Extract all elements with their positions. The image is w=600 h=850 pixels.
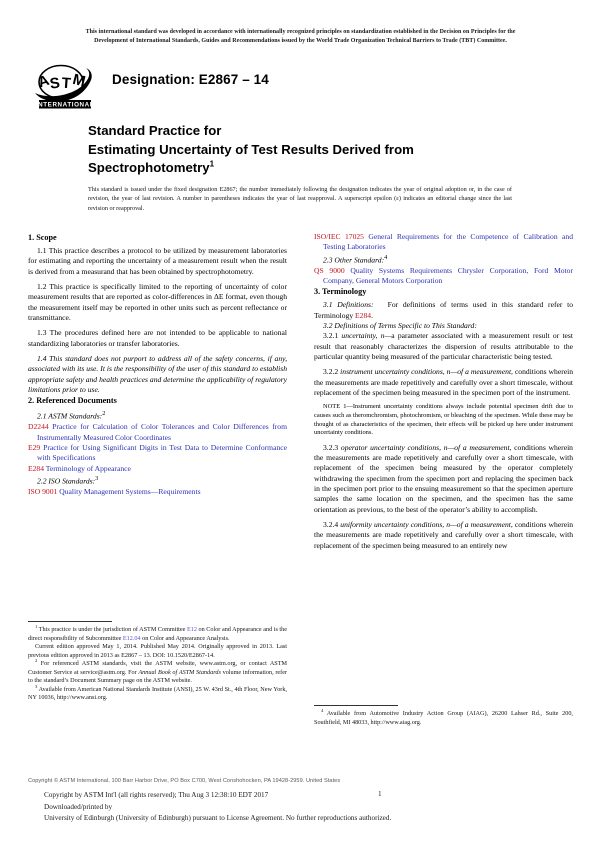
svg-text:T: T <box>61 74 72 93</box>
footnote-1-part3: on Color and Appearance Analysis. <box>142 634 230 642</box>
page-title <box>88 122 548 178</box>
paragraph-3-2-2 <box>314 367 573 398</box>
footnote-4 <box>314 707 573 727</box>
paragraph-3-2-1 <box>314 331 573 362</box>
footnote-rule-left <box>28 621 112 622</box>
paragraph-3-1-text: For definitions of terms used in this standard refer to Terminology <box>314 300 573 320</box>
paragraph-3-2-4 <box>314 520 573 551</box>
subheading-2-1 <box>28 409 287 422</box>
footnote-2-part1: For referenced ASTM standards, visit the ASTM website, www.astm.org, or contact ASTM Customer Service at service@astm.org. For <box>28 660 288 676</box>
svg-text:INTERNATIONAL: INTERNATIONAL <box>35 101 95 109</box>
term-name: operator uncertainty conditions, <box>340 442 441 452</box>
footnote-1 <box>28 623 287 643</box>
paragraph-3-2-4-number: 3.2.4 <box>323 520 339 530</box>
term-definition: conditions wherein the measurements are made repetitively and carefully over a short timescale, with replacement of the specimen being measured by the operator completely withdrawing the specimen from the specimen port and replacing the specimen back in the specimen port prior to the ensuing measurement so that the specimen aperture samples the same location on the specimen, and the specimen has the same orientation as previous, to the best of the operator’s ability to accomplish. <box>314 442 573 514</box>
term-definition: conditions wherein the measurements are made repetitively and carefully over a short timescale, without replacement of the specimen being measured in the specimen port of the instrument. <box>314 367 573 397</box>
subheading-2-3-marker: 4 <box>384 253 388 261</box>
term-pos: n—of a measurement, <box>443 442 512 452</box>
footnote-4-text: Available from Automotive Industry Action Group (AIAG), 26200 Lahser Rd., Suite 200, Southfield, MI 48033, http://www.aiag.org. <box>314 710 573 726</box>
term-definition: conditions wherein the measurements are made repetitively and carefully over a short timescale, with replacement of the specimen being measured to an entirely new <box>314 520 573 550</box>
footnote-3 <box>28 683 287 703</box>
note-1-label: NOTE 1— <box>323 403 353 411</box>
footnotes-left <box>28 623 288 703</box>
stamp-line-3: University of Edinburgh (University of Edinburgh) pursuant to License Agreement. No further reproductions authorized. <box>44 814 392 823</box>
stamp-line-2: Downloaded/printed by <box>44 802 113 811</box>
reference-title[interactable]: General Requirements for the Competence of Calibration and Testing Laboratories <box>323 232 574 252</box>
reference-d2244[interactable] <box>28 422 287 443</box>
reference-id[interactable]: E29 <box>28 443 41 453</box>
title-footnote-marker: 1 <box>209 159 215 169</box>
subheading-2-1-marker: 2 <box>102 410 106 418</box>
masthead <box>28 60 573 116</box>
term-pos: n—of a measurement, <box>446 520 513 530</box>
footnote-2-italic: Annual Book of ASTM Standards <box>138 668 221 676</box>
column-right <box>314 232 573 551</box>
term-name: uniformity uncertainty conditions, <box>340 520 445 530</box>
footnote-1-part2: on Color and Appearance and is the direct responsibility of Subcommittee <box>28 626 287 642</box>
reference-link-e284[interactable]: E284 <box>355 310 372 320</box>
footnote-rule-right <box>314 705 398 706</box>
wto-notice-line1: This international standard was developed in accordance with internationally recognized principles on standardization established in the Decision on Principles for the <box>85 29 516 35</box>
heading-terminology: 3. Terminology <box>314 287 367 297</box>
subheading-2-2-marker: 3 <box>95 475 99 483</box>
copyright-line: Copyright © ASTM International, 100 Barr Harbor Drive, PO Box C700, West Conshohocken, PA 19428-2959. United States <box>28 778 341 784</box>
subheading-2-1-label: 2.1 ASTM Standards: <box>37 412 103 421</box>
note-1 <box>314 403 573 437</box>
footnote-3-text: Available from American National Standards Institute (ANSI), 25 W. 43rd St., 4th Floor, New York, NY 10036, http://www.ansi.org. <box>28 685 287 702</box>
footnote-2-marker: 2 <box>35 658 38 664</box>
subcommittee-link-e1204[interactable]: E12.04 <box>122 634 141 642</box>
paragraph-3-1-label: 3.1 Definitions: <box>323 300 374 310</box>
issued-under-note: This standard is issued under the fixed designation E2867; the number immediately following the designation indicates the year of original adoption or, in the case of revision, the year of last revision. A number in parentheses indicates the year of last reapproval. A superscript epsilon (ε) indicates an editorial change since the last revision or reapproval. <box>88 186 512 212</box>
subheading-2-3-label: 2.3 Other Standard: <box>323 255 385 265</box>
subheading-2-3 <box>314 253 573 266</box>
wto-notice <box>28 28 573 46</box>
footnote-1-current-edition: Current edition approved May 1, 2014. Published May 2014. Originally approved in 2013. Last previous edition approved in 2013 as E2867 – 13. DOI: 10.1520/E2867-14. <box>28 643 287 659</box>
heading-referenced-documents: 2. Referenced Documents <box>28 396 117 406</box>
column-left <box>28 232 287 497</box>
footnote-2 <box>28 660 287 686</box>
designation: Designation: E2867 – 14 <box>112 72 269 87</box>
subheading-3-2: 3.2 Definitions of Terms Specific to This Standard: <box>323 320 477 330</box>
footnote-2-part2: volume information, refer to the standard’s Document Summary page on the ASTM website. <box>28 668 288 685</box>
reference-id[interactable]: ISO/IEC 17025 <box>314 232 364 241</box>
reference-id[interactable]: ISO 9001 <box>28 486 58 496</box>
reference-id[interactable]: D2244 <box>28 422 49 432</box>
reference-iso-9001[interactable] <box>28 487 287 497</box>
subheading-2-2-label: 2.2 ISO Standards: <box>37 476 96 486</box>
term-pos: n—of a measurement, <box>446 367 513 377</box>
term-name: instrument uncertainty conditions, <box>340 367 445 377</box>
footnotes-right <box>314 707 573 727</box>
title-line-3: Spectrophotometry <box>88 160 210 176</box>
footnote-4-marker: 4 <box>321 707 324 713</box>
paragraph-1-4: 1.4 This standard does not purport to address all of the safety concerns, if any, associated with its use. It is the responsibility of the user of this standard to establish appropriate safety and health practices and determine the applicability of regulatory limitations prior to use. <box>28 354 287 395</box>
footnote-1-marker: 1 <box>35 623 38 629</box>
reference-title[interactable]: Quality Management Systems—Requirements <box>59 486 201 496</box>
reference-qs-9000[interactable] <box>314 266 573 287</box>
term-definition: a parameter associated with a measurement result or test result that reasonably characterizes the dispersion of results attributable to the particular quantity being measured of the particular characteristic being tested. <box>314 331 573 361</box>
reference-iso-iec-17025[interactable] <box>314 232 573 253</box>
page-number: 1 <box>378 790 382 798</box>
svg-text:A: A <box>35 71 52 92</box>
title-line-1: Standard Practice for <box>88 123 222 138</box>
reference-title[interactable]: Terminology of Appearance <box>45 463 131 473</box>
term-pos: n— <box>380 331 392 341</box>
footnote-1-part1: This practice is under the jurisdiction of ASTM Committee <box>38 626 186 633</box>
paragraph-3-2-2-number: 3.2.2 <box>323 367 339 377</box>
paragraph-1-1: 1.1 This practice describes a protocol to be utilized by measurement laboratories for estimating and reporting the uncertainty of a measurement result when the result is derived from a measurand that has been obtained by spectrophotometry. <box>28 246 287 276</box>
title-line-2: Estimating Uncertainty of Test Results Derived from <box>88 141 414 157</box>
stamp-line-1: Copyright by ASTM Int'l (all rights reserved); Thu Aug 3 12:38:10 EDT 2017 <box>44 791 269 799</box>
svg-text:M: M <box>70 70 88 91</box>
paragraph-3-2-1-number: 3.2.1 <box>323 331 339 341</box>
astm-logo <box>28 60 100 112</box>
svg-text:S: S <box>48 74 62 93</box>
footnote-3-marker: 3 <box>35 683 38 689</box>
term-name: uncertainty, <box>341 331 378 341</box>
paragraph-3-2-3-number: 3.2.3 <box>323 442 339 452</box>
note-1-text: Instrument uncertainty conditions always include potential specimen drift due to causes such as theromchromism, photochromism, or bleaching of the specimen. While these may be thought of as characteristics of the specimen, their effects will be picked up here under instrument uncertainty conditions. <box>314 403 573 437</box>
subheading-2-2 <box>28 474 287 487</box>
reference-title[interactable]: Practice for Calculation of Color Tolerances and Color Differences from Instrumentally Measured Color Coordinates <box>37 422 287 442</box>
committee-link-e12[interactable]: E12 <box>186 626 197 633</box>
download-stamp <box>44 790 544 825</box>
reference-id[interactable]: QS 9000 <box>314 265 345 275</box>
paragraph-3-2-3 <box>314 443 573 515</box>
reference-title[interactable]: Practice for Using Significant Digits in Test Data to Determine Conformance with Specifications <box>37 443 287 463</box>
reference-e284[interactable] <box>28 464 287 474</box>
paragraph-1-3: 1.3 The procedures defined here are not intended to be applicable to national standardizing laboratories or transfer laboratories. <box>28 328 287 348</box>
reference-title[interactable]: Quality Systems Requirements Chrysler Corporation, Ford Motor Company, General Motors Corporation <box>323 265 573 285</box>
heading-scope: 1. Scope <box>28 233 57 242</box>
wto-notice-line2: Development of International Standards, Guides and Recommendations issued by the World Trade Organization Technical Barriers to Trade (TBT) Committee. <box>94 38 507 45</box>
reference-e29[interactable] <box>28 443 287 464</box>
reference-id[interactable]: E284 <box>28 463 45 473</box>
paragraph-1-2: 1.2 This practice is specifically limited to the reporting of uncertainty of color measurement results that are reported as color-differences in ΔE format, even though the measurement itself may be reported in other units such as percent reflectance or transmittance. <box>28 282 287 323</box>
paragraph-3-1: 3.1 Definitions: For definitions of terms used in this standard refer to Terminology E284. <box>314 300 573 320</box>
